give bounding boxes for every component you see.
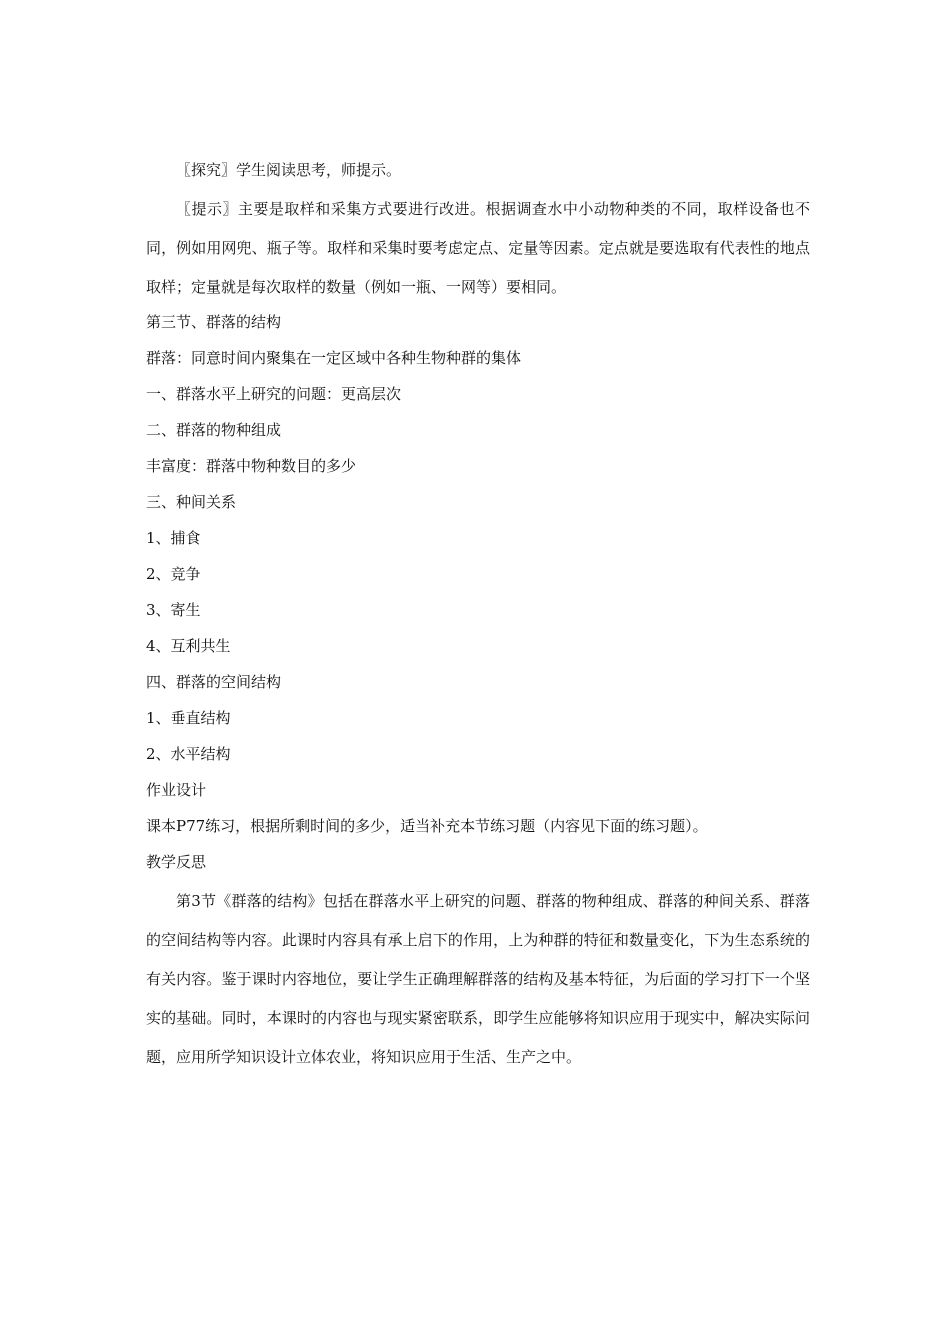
outline-item: 三、种间关系 bbox=[146, 493, 237, 511]
outline-item: 3、寄生 bbox=[146, 601, 201, 619]
reflection-paragraph: 第3节《群落的结构》包括在群落水平上研究的问题、群落的物种组成、群落的种间关系、群落的空间结构等内容。此课时内容具有承上启下的作用，上为种群的特征和数量变化，下为生态系统的有关内容。鉴于课时内容地位，要让学生正确理解群落的结构及基本特征，为后面的学习打下一个坚实的基础。同时，本课时的内容也与现实紧密联系，即学生应能够将知识应用于现实中，解决实际问题，应用所学知识设计立体农业，将知识应用于生活、生产之中。 bbox=[146, 892, 810, 1066]
section-title: 第三节、群落的结构 bbox=[146, 313, 282, 331]
hint-paragraph: 〖提示〗主要是取样和采集方式要进行改进。根据调查水中小动物种类的不同，取样设备也不同，例如用网兜、瓶子等。取样和采集时要考虑定点、定量等因素。定点就是要选取有代表性的地点取样；定量就是每次取样的数量（例如一瓶、一网等）要相同。 bbox=[146, 200, 810, 296]
outline-item: 4、互利共生 bbox=[146, 637, 231, 655]
explore-paragraph: 〖探究〗学生阅读思考，师提示。 bbox=[176, 161, 402, 179]
definition-line: 群落：同意时间内聚集在一定区域中各种生物种群的集体 bbox=[146, 349, 522, 367]
outline-item: 二、群落的物种组成 bbox=[146, 421, 282, 439]
reflection-heading: 教学反思 bbox=[146, 853, 207, 871]
outline-item: 1、捕食 bbox=[146, 529, 201, 547]
outline-item: 2、竞争 bbox=[146, 565, 201, 583]
outline-item: 丰富度：群落中物种数目的多少 bbox=[146, 457, 357, 475]
outline-item: 2、水平结构 bbox=[146, 745, 231, 763]
homework-text: 课本P77练习，根据所剩时间的多少，适当补充本节练习题（内容见下面的练习题）。 bbox=[146, 817, 708, 835]
document-page bbox=[146, 152, 810, 1077]
outline-item: 四、群落的空间结构 bbox=[146, 673, 282, 691]
outline-item: 1、垂直结构 bbox=[146, 709, 231, 727]
outline-item: 一、群落水平上研究的问题：更高层次 bbox=[146, 385, 402, 403]
homework-heading: 作业设计 bbox=[146, 781, 207, 799]
